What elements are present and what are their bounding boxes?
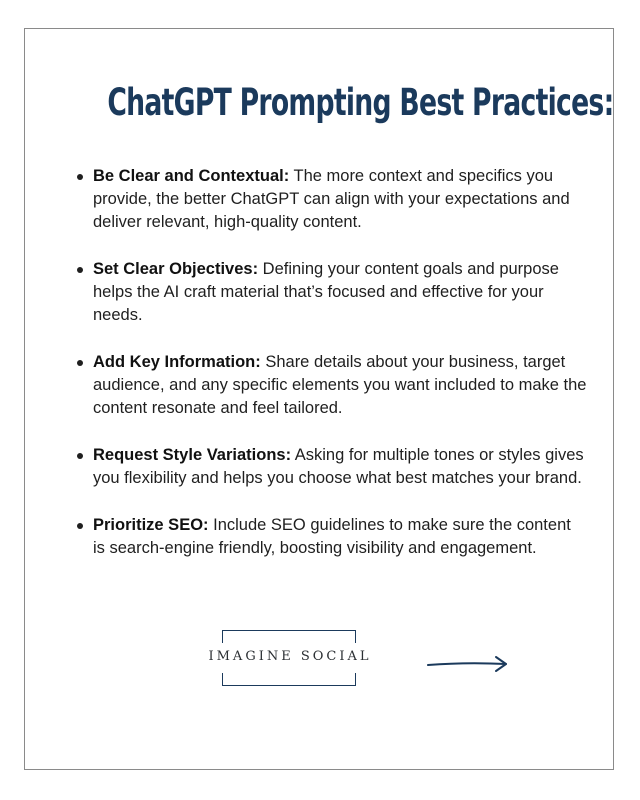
bullet-dot-icon [77,453,83,459]
list-item [77,258,587,327]
bullet-dot-icon [77,523,83,529]
best-practices-list [77,165,587,584]
bullet-heading: Request Style Variations: [93,446,292,464]
bullet-text: Defining your content goals and purpose helps the AI craft material that’s focused and effective for your needs. [93,260,559,324]
list-item [77,351,587,420]
bullet-dot-icon [77,360,83,366]
bullet-dot-icon [77,174,83,180]
bullet-text: The more context and specifics you provide, the better ChatGPT can align with your expectations and deliver relevant, high-quality content. [93,167,570,231]
bullet-heading: Be Clear and Contextual: [93,167,290,185]
brand-name: IMAGINE SOCIAL [208,649,372,664]
page-title: ChatGPT Prompting Best Practices: [107,81,614,124]
bullet-text: Include SEO guidelines to make sure the content is search-engine friendly, boosting visibility and engagement. [93,516,571,557]
bullet-text: Share details about your business, target audience, and any specific elements you want included to make the content resonate and feel tailored. [93,353,587,417]
logo-bracket-top [222,630,356,643]
bullet-dot-icon [77,267,83,273]
bullet-heading: Prioritize SEO: [93,516,209,534]
bullet-heading: Set Clear Objectives: [93,260,259,278]
brand-logo [208,630,372,686]
bullet-text: Asking for multiple tones or styles gives you flexibility and helps you choose what best matches your brand. [93,446,584,487]
logo-bracket-bottom [222,673,356,686]
list-item [77,165,587,234]
list-item [77,444,587,490]
bullet-heading: Add Key Information: [93,353,261,371]
arrow-right-icon[interactable] [426,654,510,674]
list-item [77,514,587,560]
